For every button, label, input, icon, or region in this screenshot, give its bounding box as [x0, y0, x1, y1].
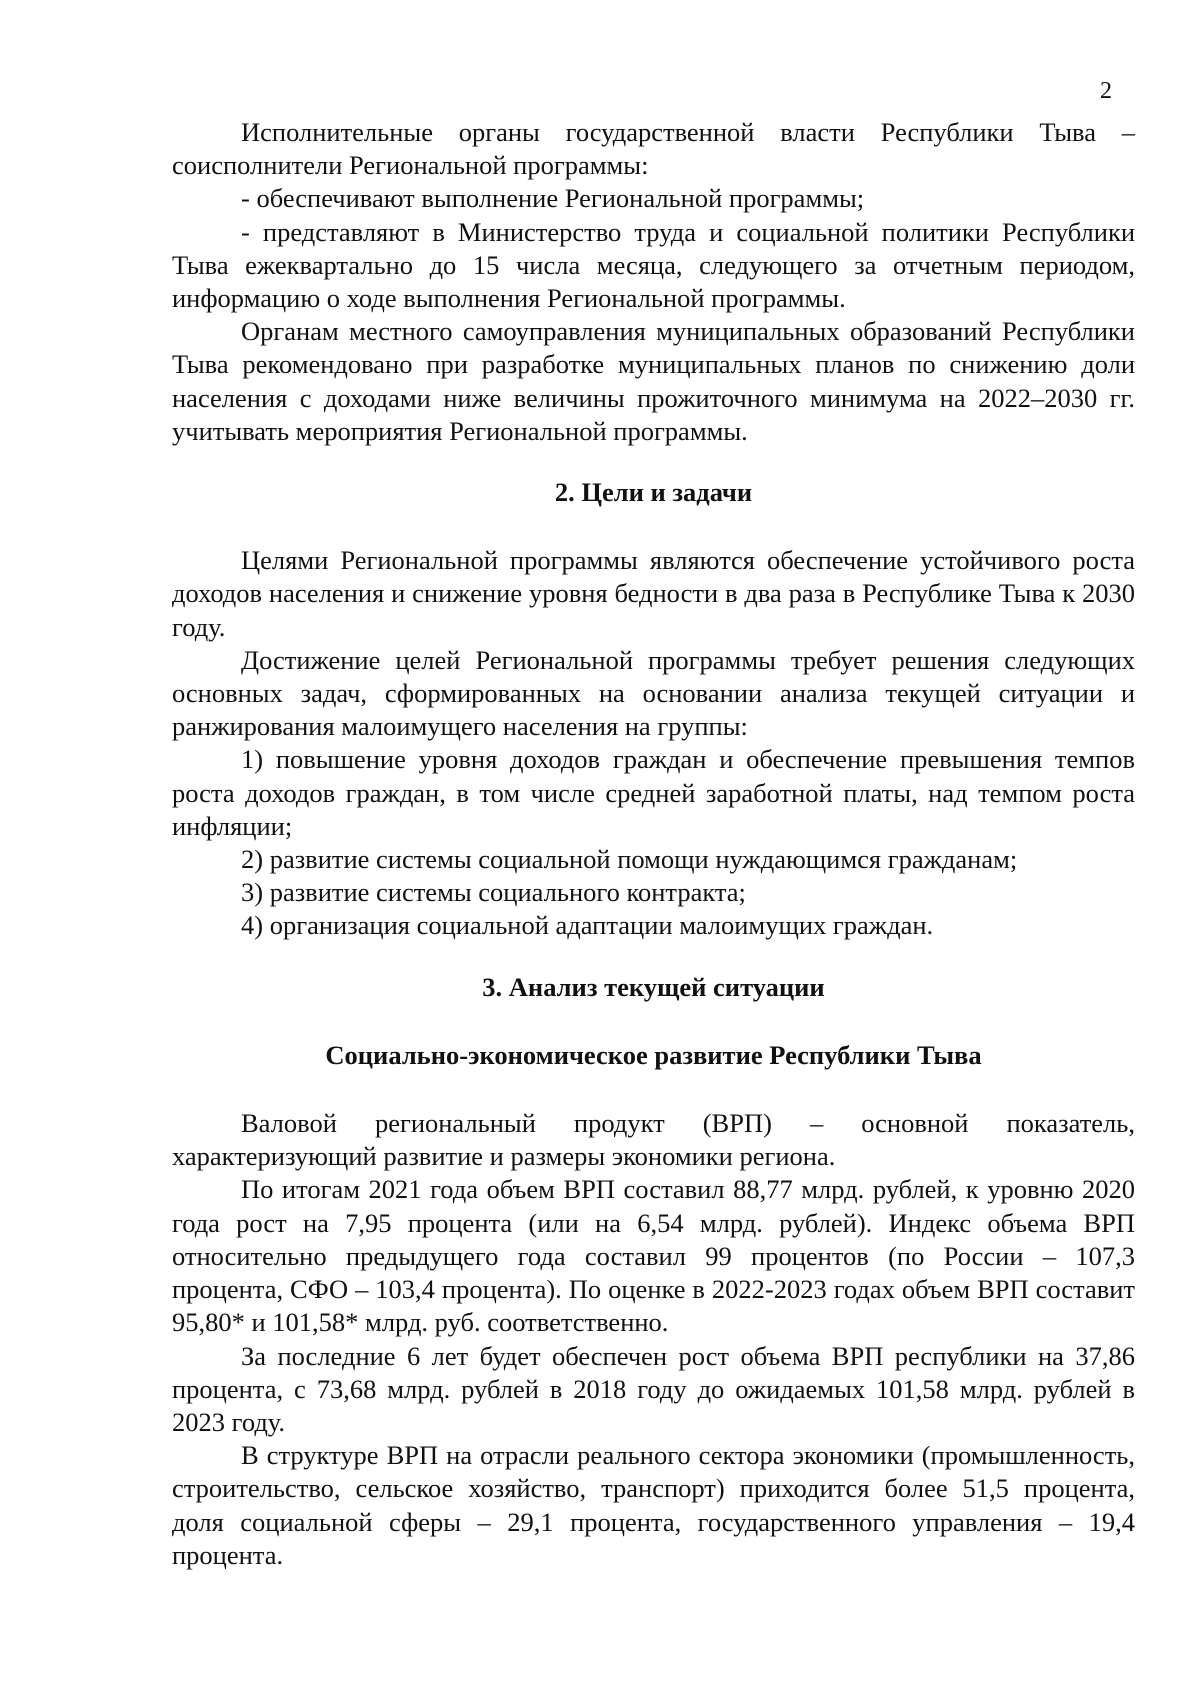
section-heading-analysis: 3. Анализ текущей ситуации: [482, 971, 825, 1002]
paragraph-grp-2021: По итогам 2021 года объем ВРП составил 88,77 млрд. рублей, к уровню 2020 года рост на 7,95 процента (или на 6,54 млрд. рублей). Индекс объема ВРП относительно предыдущего года составил 99 процентов (по России – 107,3 процента, СФО – 103,4 процента). По оценке в 2022-2023 годах объем ВРП составит 95,80* и 101,58* млрд. руб. соответственно.: [172, 1174, 1135, 1338]
page-number: 2: [1100, 78, 1112, 104]
task-item-1: 1) повышение уровня доходов граждан и обеспечение превышения темпов роста доходов граждан, в том числе средней заработной платы, над темпом роста инфляции;: [172, 744, 1135, 841]
paragraph-grp-growth: За последние 6 лет будет обеспечен рост объема ВРП республики на 37,86 процента, с 73,68 млрд. рублей в 2018 году до ожидаемых 101,58 млрд. рублей в 2023 году.: [172, 1340, 1135, 1437]
paragraph-goals: Целями Региональной программы являются обеспечение устойчивого роста доходов населения и снижение уровня бедности в два раза в Республике Тыва к 2030 году.: [172, 545, 1135, 642]
paragraph-grp-structure: В структуре ВРП на отрасли реального сектора экономики (промышленность, строительство, сельское хозяйство, транспорт) приходится более 51,5 процента, доля социальной сферы – 29,1 процента, государственного управления – 19,4 процента.: [172, 1440, 1135, 1570]
task-item-2: 2) развитие системы социальной помощи нуждающимся гражданам;: [241, 844, 1018, 875]
paragraph-grp-definition: Валовой региональный продукт (ВРП) – основной показатель, характеризующий развитие и размеры экономики региона.: [172, 1108, 1135, 1172]
paragraph-local-government: Органам местного самоуправления муниципальных образований Республики Тыва рекомендовано при разработке муниципальных планов по снижению доли населения с доходами ниже величины прожиточного минимума на 2022–2030 гг. учитывать мероприятия Региональной программы.: [172, 316, 1135, 446]
document-body: [172, 116, 1135, 1572]
task-item-3: 3) развитие системы социального контракта;: [241, 877, 746, 908]
paragraph-executive-bodies: Исполнительные органы государственной власти Республики Тыва – соисполнители Региональной программы:: [172, 117, 1135, 181]
list-item-ensure-execution: - обеспечивают выполнение Региональной программы;: [241, 183, 865, 214]
subsection-heading-socioeconomic: Социально-экономическое развитие Республики Тыва: [325, 1039, 982, 1070]
task-item-4: 4) организация социальной адаптации малоимущих граждан.: [241, 910, 934, 941]
paragraph-tasks-intro: Достижение целей Региональной программы требует решения следующих основных задач, сформированных на основании анализа текущей ситуации и ранжирования малоимущего населения на группы:: [172, 644, 1135, 742]
section-heading-goals: 2. Цели и задачи: [554, 477, 753, 508]
list-item-quarterly-reports: - представляют в Министерство труда и социальной политики Республики Тыва ежеквартально до 15 числа месяца, следующего за отчетным периодом, информацию о ходе выполнения Региональной программы.: [172, 216, 1135, 314]
